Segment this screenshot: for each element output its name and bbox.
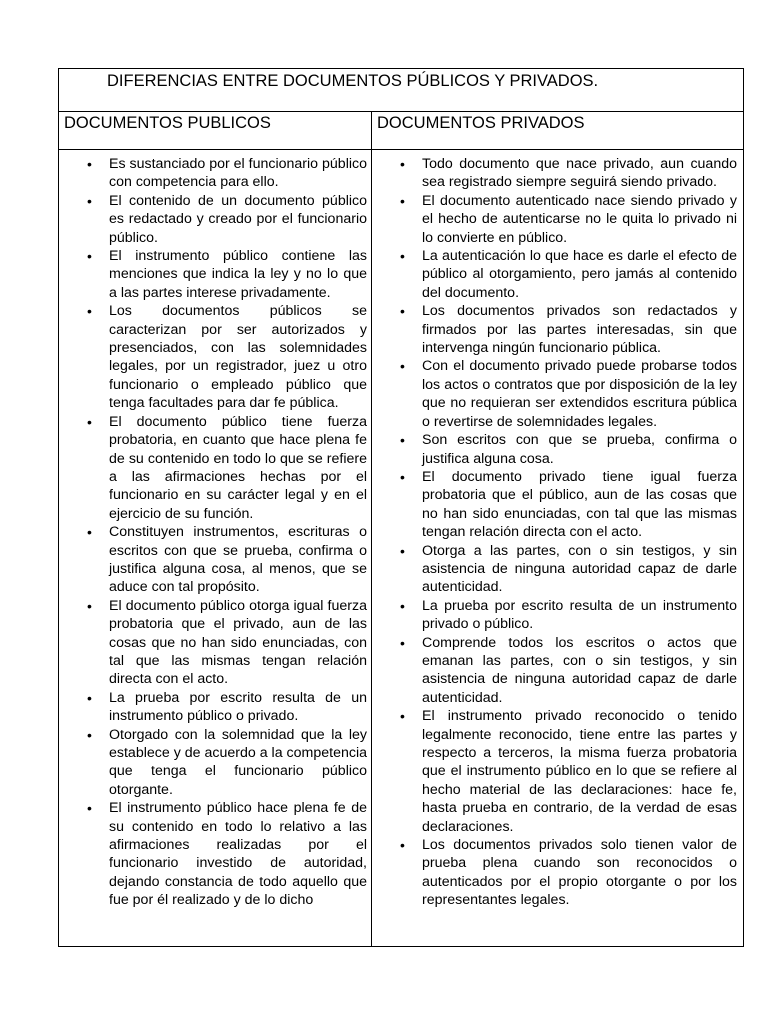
table-title-row (59, 69, 743, 112)
list-item: • El contenido de un documento público es redactado y creado por el funcionario público. (59, 192, 371, 247)
list-item: • Otorga a las partes, con o sin testigos, y sin asistencia de ninguna autoridad capaz de darle autenticidad. (372, 542, 743, 597)
list-item: • El instrumento privado reconocido o tenido legalmente reconocido, tiene entre las partes y respecto a terceros, la misma fuerza probatoria que el instrumento público en lo que se refiere al hecho material de las declaraciones: hace fe, hasta prueba en contrario, de la verdad de esas declaraciones. (372, 707, 743, 836)
list-item: • La autenticación lo que hace es darle el efecto de público al otorgamiento, pero jamás al contenido del documento. (372, 247, 743, 302)
list-item: • Los documentos privados solo tienen valor de prueba plena cuando son reconocidos o autenticados por el propio otorgante o por los representantes legales. (372, 836, 743, 910)
list-item: • La prueba por escrito resulta de un instrumento privado o público. (372, 597, 743, 634)
list-item: • Es sustanciado por el funcionario público con competencia para ello. (59, 155, 371, 192)
list-item: • Los documentos públicos se caracterizan por ser autorizados y presenciados, con las solemnidades legales, por un registrador, juez u otro funcionario o empleado público que tenga facultades para dar fe pública. (59, 302, 371, 412)
list-item: • Todo documento que nace privado, aun cuando sea registrado siempre seguirá siendo privado. (372, 155, 743, 192)
list-item: • El instrumento público hace plena fe de su contenido en todo lo relativo a las afirmaciones realizadas por el funcionario investido de autoridad, dejando constancia de todo aquello que fue por él realizado y de lo dicho (59, 799, 371, 909)
list-item: • Los documentos privados son redactados y firmados por las partes interesadas, sin que intervenga ningún funcionario pública. (372, 302, 743, 357)
publicos-list (59, 155, 371, 910)
header-documentos-publicos: DOCUMENTOS PUBLICOS (59, 112, 372, 149)
list-item: • Constituyen instrumentos, escrituras o escritos con que se prueba, confirma o justifica alguna cosa, al menos, que se aduce con tal propósito. (59, 523, 371, 597)
list-item: • El documento público tiene fuerza probatoria, en cuanto que hace plena fe de su contenido en todo lo que se refiere a las afirmaciones hechas por el funcionario en su carácter legal y en el ejercicio de su función. (59, 413, 371, 523)
publicos-column (59, 150, 372, 946)
content-row (59, 150, 743, 946)
list-item: • Otorgado con la solemnidad que la ley establece y de acuerdo a la competencia que tenga el funcionario público otorgante. (59, 726, 371, 800)
header-documentos-privados: DOCUMENTOS PRIVADOS (377, 114, 585, 132)
privados-column (372, 150, 743, 946)
list-item: • La prueba por escrito resulta de un instrumento público o privado. (59, 689, 371, 726)
list-item: • El documento público otorga igual fuerza probatoria que el privado, aun de las cosas que no han sido enunciadas, con tal que las mismas tengan relación directa con el acto. (59, 597, 371, 689)
list-item: • Son escritos con que se prueba, confirma o justifica alguna cosa. (372, 431, 743, 468)
list-item: • El documento privado tiene igual fuerza probatoria que el público, aun de las cosas que no han sido enunciadas, con tal que las mismas tengan relación directa con el acto. (372, 468, 743, 542)
comparison-table (58, 68, 744, 947)
list-item: • Con el documento privado puede probarse todos los actos o contratos que por disposición de la ley que no requieran ser extendidos escritura pública o revertirse de solemnidades legales. (372, 357, 743, 431)
list-item: • El documento autenticado nace siendo privado y el hecho de autenticarse no le quita lo privado ni lo convierte en público. (372, 192, 743, 247)
list-item: • Comprende todos los escritos o actos que emanan las partes, con o sin testigos, y sin asistencia de ninguna autoridad capaz de darle autenticidad. (372, 634, 743, 708)
privados-list (372, 155, 743, 910)
page-title: DIFERENCIAS ENTRE DOCUMENTOS PÚBLICOS Y PRIVADOS. (107, 72, 599, 90)
list-item: • El instrumento público contiene las menciones que indica la ley y no lo que a las partes interese privadamente. (59, 247, 371, 302)
column-header-row (59, 112, 743, 150)
